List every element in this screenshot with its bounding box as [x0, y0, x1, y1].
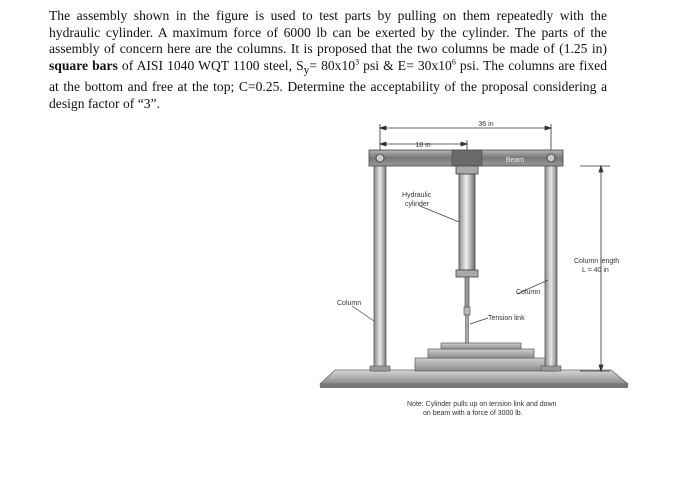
beam-label: Beam [505, 157, 525, 164]
test-fixture-pedestal [415, 343, 547, 371]
hydraulic-label-1: Hydraulic [402, 192, 432, 199]
dim-18-label: 18 in [415, 142, 431, 149]
tension-link [464, 307, 470, 343]
left-column [370, 163, 390, 371]
problem-text-3: = 80x10 [309, 57, 356, 73]
note-line-2: on beam with a force of 3000 lb. [423, 410, 523, 417]
hydraulic-cylinder [456, 166, 478, 307]
base-plate [320, 370, 628, 388]
problem-text-5: psi. The columns are fixed at the bottom and free at the top; C=0.25. Determine the acceptability of the proposal considering a design factor of “3”. [49, 57, 607, 111]
problem-text-4: psi & E= 30x10 [359, 57, 452, 73]
note-line-1: Note: Cylinder pulls up on tension link and down [407, 401, 557, 408]
hydraulic-label-2: cylinder [405, 201, 430, 208]
problem-sub-y: y [303, 64, 310, 77]
column-length-label-1: Column length [574, 258, 620, 265]
column-right-label: Column [516, 289, 541, 296]
problem-bold: square bars [49, 57, 118, 73]
column-left-label: Column [337, 300, 362, 307]
problem-text-1: The assembly shown in the figure is used to test parts by pulling on them repeatedly with the hydraulic cylinder. A maximum force of 6000 lb can be exerted by the cylinder. The parts of the assembly of concern here are the columns. It is proposed that the two columns be made of (1.25 in) [49, 8, 607, 57]
dim-36-label: 36 in [478, 121, 494, 128]
right-column [541, 163, 561, 371]
beam [369, 150, 563, 166]
problem-text-2: of AISI 1040 WQT 1100 steel, S [117, 57, 304, 73]
problem-sup-3: 3 [355, 57, 360, 67]
problem-sup-6: 6 [451, 57, 456, 67]
tension-link-label: Tension link [488, 315, 525, 322]
column-length-label-2: L = 40 in [582, 267, 609, 274]
